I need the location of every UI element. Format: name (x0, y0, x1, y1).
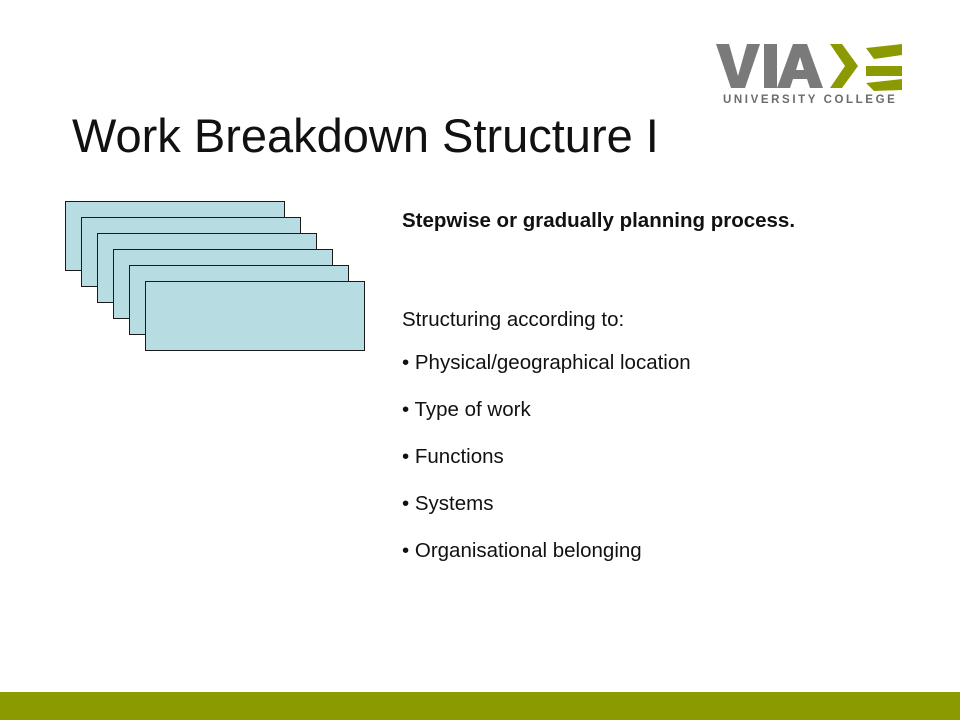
slide-title: Work Breakdown Structure I (72, 109, 659, 162)
lead-text: Stepwise or gradually planning process. (402, 209, 796, 232)
intro-text: Structuring according to: (402, 308, 625, 331)
via-university-college-logo (716, 38, 908, 108)
via-wordmark (716, 38, 844, 94)
bullet-item: • Functions (402, 445, 504, 468)
bullet-item: • Organisational belonging (402, 539, 642, 562)
footer-bar (0, 692, 960, 720)
slide-content (402, 209, 932, 562)
stacked-cards-graphic (64, 200, 370, 360)
bullet-item: • Physical/geographical location (402, 351, 691, 374)
via-logo-graphic (716, 38, 906, 94)
bullet-item: • Systems (402, 492, 494, 515)
bullet-list (402, 351, 691, 586)
logo-subtitle: UNIVERSITY COLLEGE (723, 94, 898, 106)
bullet-item: • Type of work (402, 398, 531, 421)
stacked-card (145, 281, 365, 351)
